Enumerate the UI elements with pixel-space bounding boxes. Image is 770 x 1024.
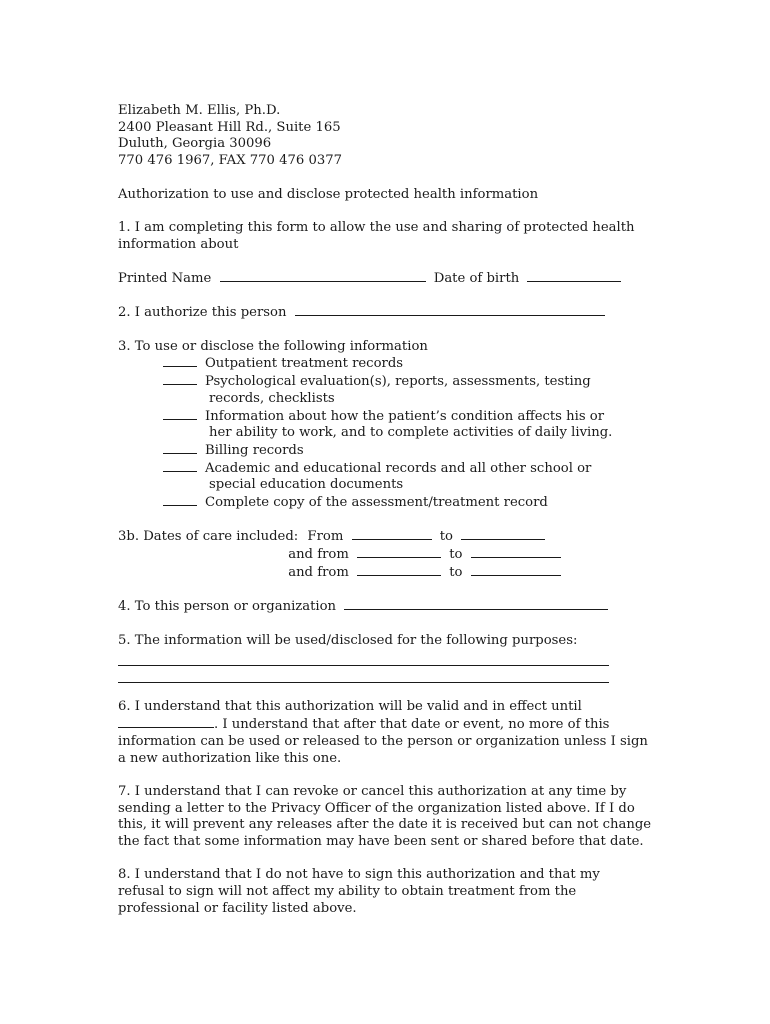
section-3b <box>118 528 658 581</box>
checklist-blank[interactable] <box>163 408 197 420</box>
and-from-label: and from <box>288 547 349 563</box>
date-to-field[interactable] <box>471 546 561 558</box>
checklist-item: Academic and educational records and all other school or <box>163 460 658 478</box>
dates-row <box>118 546 658 564</box>
section-1-line-2: information about <box>118 236 239 252</box>
recipient-field[interactable] <box>344 598 608 610</box>
section-5-label: 5. The information will be used/disclosed for the following purposes: <box>118 632 578 648</box>
checklist-item-continuation: special education documents <box>209 477 404 493</box>
section-3-label: 3. To use or disclose the following information <box>118 338 428 354</box>
section-8-line-2: refusal to sign will not affect my ability to obtain treatment from the <box>118 884 577 900</box>
date-from-field[interactable] <box>352 528 432 540</box>
section-1-line-1: 1. I am completing this form to allow the use and sharing of protected health <box>118 219 635 235</box>
section-6 <box>118 699 658 767</box>
address-line-1: 2400 Pleasant Hill Rd., Suite 165 <box>118 119 341 135</box>
checklist-item-continuation: records, checklists <box>209 390 335 406</box>
printed-name-row <box>118 270 658 288</box>
address-line-2: Duluth, Georgia 30096 <box>118 136 272 152</box>
date-of-birth-field[interactable] <box>527 270 621 282</box>
dates-row <box>118 528 658 546</box>
checklist-item: Billing records <box>163 442 658 460</box>
checklist-blank[interactable] <box>163 494 197 506</box>
section-6-line-3: information can be used or released to the person or organization unless I sign <box>118 733 648 749</box>
section-6-line-4: a new authorization like this one. <box>118 750 342 766</box>
section-7-line-2: sending a letter to the Privacy Officer of the organization listed above. If I do <box>118 800 635 816</box>
date-from-field[interactable] <box>357 546 441 558</box>
date-from-field[interactable] <box>357 564 441 576</box>
authorization-form <box>118 103 658 918</box>
checklist-item: Information about how the patient’s condition affects his or <box>163 408 658 426</box>
checklist-blank[interactable] <box>163 373 197 385</box>
section-6-line-1: 6. I understand that this authorization will be valid and in effect until <box>118 699 582 715</box>
checklist-item: Psychological evaluation(s), reports, assessments, testing <box>163 373 658 391</box>
to-label: to <box>439 529 453 545</box>
printed-name-label: Printed Name <box>118 270 212 286</box>
section-8 <box>118 867 658 917</box>
purpose-field[interactable] <box>118 649 609 666</box>
checklist-blank[interactable] <box>163 442 197 454</box>
date-to-field[interactable] <box>471 564 561 576</box>
from-label: From <box>307 529 344 545</box>
phone-fax: 770 476 1967, FAX 770 476 0377 <box>118 153 343 169</box>
section-3 <box>118 339 658 512</box>
section-3b-label: 3b. Dates of care included: <box>118 529 299 545</box>
authorized-person-field[interactable] <box>295 304 605 316</box>
section-5 <box>118 633 658 683</box>
to-label: to <box>449 564 463 580</box>
letterhead <box>118 103 658 170</box>
purpose-field[interactable] <box>118 666 609 683</box>
section-4-row <box>118 598 658 616</box>
date-of-birth-label: Date of birth <box>433 270 520 286</box>
section-6-line-2: . I understand that after that date or event, no more of this <box>118 716 658 734</box>
section-7-line-4: the fact that some information may have been sent or shared before that date. <box>118 834 644 850</box>
date-to-field[interactable] <box>461 528 545 540</box>
section-2-label: 2. I authorize this person <box>118 305 287 321</box>
section-2-row <box>118 304 658 322</box>
checklist-blank[interactable] <box>163 460 197 472</box>
section-4-label: 4. To this person or organization <box>118 599 337 615</box>
to-label: to <box>449 547 463 563</box>
section-8-line-1: 8. I understand that I do not have to sign this authorization and that my <box>118 867 600 883</box>
checklist-blank[interactable] <box>163 355 197 367</box>
and-from-label: and from <box>288 564 349 580</box>
checklist-item: Outpatient treatment records <box>163 355 658 373</box>
section-8-line-3: professional or facility listed above. <box>118 900 357 916</box>
provider-name: Elizabeth M. Ellis, Ph.D. <box>118 103 281 118</box>
checklist-item-continuation: her ability to work, and to complete activities of daily living. <box>209 425 613 441</box>
section-7-line-1: 7. I understand that I can revoke or cancel this authorization at any time by <box>118 783 627 799</box>
section-7 <box>118 784 658 851</box>
printed-name-field[interactable] <box>220 270 426 282</box>
disclosure-checklist <box>118 355 658 511</box>
checklist-item: Complete copy of the assessment/treatment record <box>163 494 658 512</box>
section-1 <box>118 220 658 253</box>
section-7-line-3: this, it will prevent any releases after the date it is received but can not change <box>118 817 652 833</box>
form-title: Authorization to use and disclose protected health information <box>118 186 539 202</box>
dates-row <box>118 564 658 582</box>
expiration-field[interactable] <box>118 716 214 728</box>
